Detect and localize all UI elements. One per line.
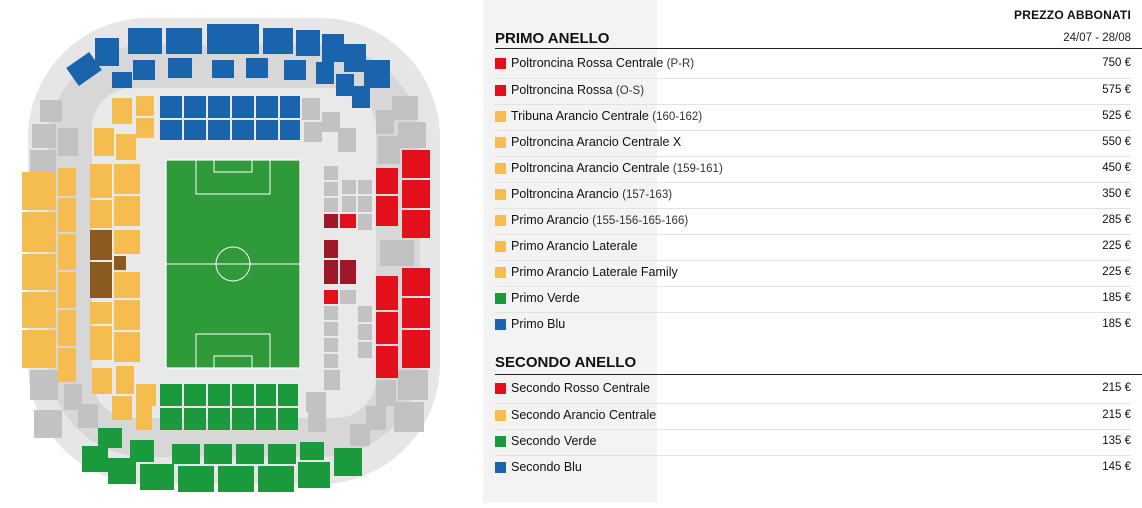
sector-157[interactable] xyxy=(114,300,140,330)
sector-244[interactable] xyxy=(258,466,294,492)
sector-261[interactable] xyxy=(58,310,76,346)
sector-221[interactable] xyxy=(376,110,394,134)
price-row xyxy=(495,234,1131,259)
sector-G[interactable] xyxy=(358,306,372,322)
color-swatch xyxy=(495,462,506,473)
sector-268[interactable] xyxy=(22,212,56,252)
price-row xyxy=(495,429,1131,454)
sector-222[interactable] xyxy=(392,96,418,120)
price-row-name: Secondo Rosso Centrale xyxy=(511,381,650,395)
sector-O[interactable] xyxy=(324,214,338,228)
price-row xyxy=(495,286,1131,311)
color-swatch xyxy=(495,319,506,330)
sector-Z[interactable] xyxy=(324,354,338,368)
sector-X03[interactable] xyxy=(338,128,356,152)
price-row-value: 215 € xyxy=(1102,409,1131,421)
sector-139[interactable] xyxy=(256,384,276,406)
price-row-value: 575 € xyxy=(1102,84,1131,96)
color-swatch xyxy=(495,436,506,447)
sector-236[interactable] xyxy=(398,370,428,400)
price-row xyxy=(495,377,1131,402)
sector-203[interactable] xyxy=(112,72,132,88)
price-row-range: (155-156-165-166) xyxy=(592,215,689,227)
sector-263[interactable] xyxy=(58,272,76,308)
color-swatch xyxy=(495,58,506,69)
price-row-range: (O-S) xyxy=(615,85,645,97)
sector-H[interactable] xyxy=(358,324,372,340)
football-pitch xyxy=(166,160,300,368)
sector-260[interactable] xyxy=(30,370,58,400)
sector-218[interactable] xyxy=(344,44,366,72)
sector-266[interactable] xyxy=(22,254,56,290)
color-swatch xyxy=(495,111,506,122)
sector-163[interactable] xyxy=(114,196,140,226)
price-row-name: Poltroncina Arancio Centrale X xyxy=(511,135,682,149)
sector-149b[interactable] xyxy=(136,384,156,406)
sector-152[interactable] xyxy=(112,396,132,420)
sector-241[interactable] xyxy=(300,442,324,460)
price-column-header: PREZZO ABBONATI xyxy=(1014,8,1131,22)
sector-X[interactable] xyxy=(114,256,126,270)
color-swatch xyxy=(495,163,506,174)
sector-142[interactable] xyxy=(232,408,254,430)
price-row xyxy=(495,182,1131,207)
sector-231[interactable] xyxy=(376,312,398,344)
sector-264[interactable] xyxy=(22,292,56,328)
color-swatch xyxy=(495,241,506,252)
sector-108[interactable] xyxy=(232,96,254,118)
sector-219[interactable] xyxy=(352,86,370,108)
sector-141[interactable] xyxy=(232,384,254,406)
sector-O-side[interactable] xyxy=(340,214,356,228)
sector-143[interactable] xyxy=(208,384,230,406)
price-row xyxy=(495,78,1131,103)
sector-210[interactable] xyxy=(207,24,259,54)
sector-A[interactable] xyxy=(342,180,356,194)
section-title-primo-anello: PRIMO ANELLO xyxy=(495,30,610,47)
section-divider xyxy=(495,48,1142,49)
price-row-name: Poltroncina Rossa Centrale (P-R) xyxy=(511,56,695,70)
sector-228[interactable] xyxy=(402,180,430,208)
price-row-name: Secondo Verde xyxy=(511,434,597,448)
sector-169[interactable] xyxy=(136,118,154,138)
sector-E[interactable] xyxy=(358,214,372,230)
sector-233[interactable] xyxy=(376,346,398,378)
sector-239[interactable] xyxy=(350,424,370,446)
price-row-value: 225 € xyxy=(1102,240,1131,252)
price-row-name: Secondo Arancio Centrale xyxy=(511,408,657,422)
sector-228b[interactable] xyxy=(402,210,430,238)
sector-162[interactable] xyxy=(90,230,112,260)
sector-214[interactable] xyxy=(296,30,320,56)
sector-205[interactable] xyxy=(133,60,155,80)
sector-232[interactable] xyxy=(402,298,430,328)
section-divider xyxy=(495,374,1142,375)
price-row-value: 215 € xyxy=(1102,382,1131,394)
sector-250[interactable] xyxy=(140,464,174,490)
sector-S[interactable] xyxy=(324,290,338,304)
sector-265[interactable] xyxy=(58,234,76,270)
sector-238[interactable] xyxy=(394,402,424,432)
sector-T[interactable] xyxy=(324,306,338,320)
sector-109[interactable] xyxy=(256,120,278,140)
price-row-name: Primo Arancio Laterale xyxy=(511,239,638,253)
sector-246[interactable] xyxy=(218,466,254,492)
sector-112[interactable] xyxy=(280,96,300,118)
sector-208[interactable] xyxy=(166,28,202,54)
price-row-range: (160-162) xyxy=(652,111,703,123)
pricing-table xyxy=(485,0,1142,503)
sector-206[interactable] xyxy=(128,28,162,54)
color-swatch xyxy=(495,410,506,421)
sector-230[interactable] xyxy=(402,268,430,296)
sector-M[interactable] xyxy=(324,182,338,196)
sector-172[interactable] xyxy=(136,96,154,116)
section-date-range: 24/07 - 28/08 xyxy=(1063,32,1131,44)
sector-101[interactable] xyxy=(160,120,182,140)
stadium-seating-map xyxy=(0,0,470,503)
sector-J03[interactable] xyxy=(308,410,326,432)
sector-215[interactable] xyxy=(316,62,334,84)
sector-204[interactable] xyxy=(95,38,119,66)
price-row-name: Secondo Blu xyxy=(511,460,582,474)
price-row-range: (157-163) xyxy=(622,189,673,201)
sector-147[interactable] xyxy=(160,384,182,406)
sector-259[interactable] xyxy=(58,348,76,382)
sector-220[interactable] xyxy=(364,60,390,88)
sector-group-left-orange-ring xyxy=(22,168,76,382)
sector-148[interactable] xyxy=(160,408,182,430)
color-swatch xyxy=(495,189,506,200)
sector-274[interactable] xyxy=(32,124,56,148)
sector-262[interactable] xyxy=(22,330,56,368)
sector-R[interactable] xyxy=(324,260,338,284)
sector-273[interactable] xyxy=(40,100,62,122)
price-row-name: Tribuna Arancio Centrale (160-162) xyxy=(511,109,703,123)
price-row xyxy=(495,156,1131,181)
price-row-value: 285 € xyxy=(1102,214,1131,226)
sector-216[interactable] xyxy=(322,34,344,62)
sector-254[interactable] xyxy=(82,446,108,472)
price-row-value: 750 € xyxy=(1102,57,1131,69)
sector-154[interactable] xyxy=(92,368,112,394)
sector-166[interactable] xyxy=(90,164,112,198)
sector-270[interactable] xyxy=(22,172,56,210)
sector-161[interactable] xyxy=(114,230,140,254)
sector-258[interactable] xyxy=(34,410,62,438)
sector-Q[interactable] xyxy=(340,260,356,284)
sector-167[interactable] xyxy=(116,134,136,160)
price-row-name: Primo Blu xyxy=(511,317,566,331)
sector-213[interactable] xyxy=(284,60,306,80)
sector-168[interactable] xyxy=(94,128,114,156)
price-row xyxy=(495,208,1131,233)
sector-I[interactable] xyxy=(358,342,372,358)
sector-X01[interactable] xyxy=(302,98,320,120)
sector-160[interactable] xyxy=(90,262,112,298)
sector-158[interactable] xyxy=(90,302,112,324)
sector-111[interactable] xyxy=(280,120,300,140)
sector-150[interactable] xyxy=(136,410,152,430)
sector-145[interactable] xyxy=(184,384,206,406)
price-row xyxy=(495,312,1131,337)
price-row xyxy=(495,130,1131,155)
color-swatch xyxy=(495,383,506,394)
sector-267[interactable] xyxy=(58,198,76,232)
sector-153[interactable] xyxy=(116,366,134,394)
sector-269[interactable] xyxy=(58,168,76,196)
price-row-name: Primo Arancio (155-156-165-166) xyxy=(511,213,689,227)
sector-J02[interactable] xyxy=(306,392,326,412)
sector-235[interactable] xyxy=(376,380,396,406)
sector-137[interactable] xyxy=(278,384,298,406)
color-swatch xyxy=(495,137,506,148)
sector-217[interactable] xyxy=(336,74,354,96)
sector-234[interactable] xyxy=(402,330,430,368)
sector-251[interactable] xyxy=(130,440,154,462)
section-title-secondo-anello: SECONDO ANELLO xyxy=(495,354,637,371)
sector-146[interactable] xyxy=(184,408,206,430)
price-row-name: Poltroncina Arancio (157-163) xyxy=(511,187,673,201)
price-row xyxy=(495,52,1131,77)
sector-165[interactable] xyxy=(114,164,140,194)
sector-144[interactable] xyxy=(208,408,230,430)
sector-248[interactable] xyxy=(178,466,214,492)
sector-K01[interactable] xyxy=(324,370,340,390)
price-row-name: Primo Arancio Laterale Family xyxy=(511,265,678,279)
sector-140[interactable] xyxy=(256,408,276,430)
price-row-value: 145 € xyxy=(1102,461,1131,473)
sector-227[interactable] xyxy=(376,196,398,226)
sector-249[interactable] xyxy=(172,444,200,464)
sector-U[interactable] xyxy=(324,322,338,336)
sector-245[interactable] xyxy=(236,444,264,464)
sector-243[interactable] xyxy=(268,444,296,464)
price-row-value: 225 € xyxy=(1102,266,1131,278)
sector-156[interactable] xyxy=(90,326,112,360)
stadium-map-svg xyxy=(0,0,470,503)
price-row-value: 135 € xyxy=(1102,435,1131,447)
sector-N[interactable] xyxy=(324,198,338,212)
price-row-name: Poltroncina Rossa (O-S) xyxy=(511,83,645,97)
sector-212[interactable] xyxy=(263,28,293,54)
price-row xyxy=(495,403,1131,428)
sector-247[interactable] xyxy=(204,444,232,464)
sector-F[interactable] xyxy=(340,290,356,304)
price-row-value: 550 € xyxy=(1102,136,1131,148)
sector-272[interactable] xyxy=(30,150,56,174)
sector-170[interactable] xyxy=(112,98,132,124)
sector-209[interactable] xyxy=(212,60,234,78)
sector-226[interactable] xyxy=(402,150,430,178)
sector-159[interactable] xyxy=(114,272,140,298)
sector-B[interactable] xyxy=(342,196,356,212)
sector-207[interactable] xyxy=(168,58,192,78)
price-row-range: (P-R) xyxy=(666,58,695,70)
sector-L[interactable] xyxy=(324,166,338,180)
sector-106[interactable] xyxy=(208,96,230,118)
price-row xyxy=(495,260,1131,285)
sector-229[interactable] xyxy=(376,276,398,310)
sector-107[interactable] xyxy=(232,120,254,140)
sector-V[interactable] xyxy=(324,338,338,352)
sector-104[interactable] xyxy=(184,96,206,118)
sector-Y02[interactable] xyxy=(304,122,322,142)
sector-155[interactable] xyxy=(114,332,140,362)
sector-110[interactable] xyxy=(256,96,278,118)
price-row-value: 185 € xyxy=(1102,318,1131,330)
sector-X02[interactable] xyxy=(322,112,340,132)
sector-271[interactable] xyxy=(58,128,78,156)
price-row-range: (159-161) xyxy=(672,163,723,175)
price-row-value: 350 € xyxy=(1102,188,1131,200)
sector-224[interactable] xyxy=(398,122,426,148)
sector-240[interactable] xyxy=(334,448,362,476)
price-row-name: Poltroncina Arancio Centrale (159-161) xyxy=(511,161,723,175)
sector-242[interactable] xyxy=(298,462,330,488)
price-row-value: 450 € xyxy=(1102,162,1131,174)
color-swatch xyxy=(495,85,506,96)
sector-103[interactable] xyxy=(184,120,206,140)
price-row-name: Primo Verde xyxy=(511,291,580,305)
sector-253[interactable] xyxy=(98,428,122,448)
sector-C[interactable] xyxy=(358,180,372,194)
sector-164[interactable] xyxy=(90,200,112,228)
sector-105[interactable] xyxy=(208,120,230,140)
sector-D[interactable] xyxy=(358,196,372,212)
sector-211[interactable] xyxy=(246,58,268,78)
tribuna-stampa xyxy=(380,240,414,266)
sector-225[interactable] xyxy=(376,168,398,194)
price-row xyxy=(495,455,1131,480)
color-swatch xyxy=(495,267,506,278)
sector-102[interactable] xyxy=(160,96,182,118)
sector-255[interactable] xyxy=(78,404,98,428)
color-swatch xyxy=(495,215,506,226)
sector-P[interactable] xyxy=(324,240,338,258)
price-row-value: 525 € xyxy=(1102,110,1131,122)
color-swatch xyxy=(495,293,506,304)
price-row-value: 185 € xyxy=(1102,292,1131,304)
price-row xyxy=(495,104,1131,129)
sector-223[interactable] xyxy=(378,136,400,164)
sector-138[interactable] xyxy=(278,408,298,430)
